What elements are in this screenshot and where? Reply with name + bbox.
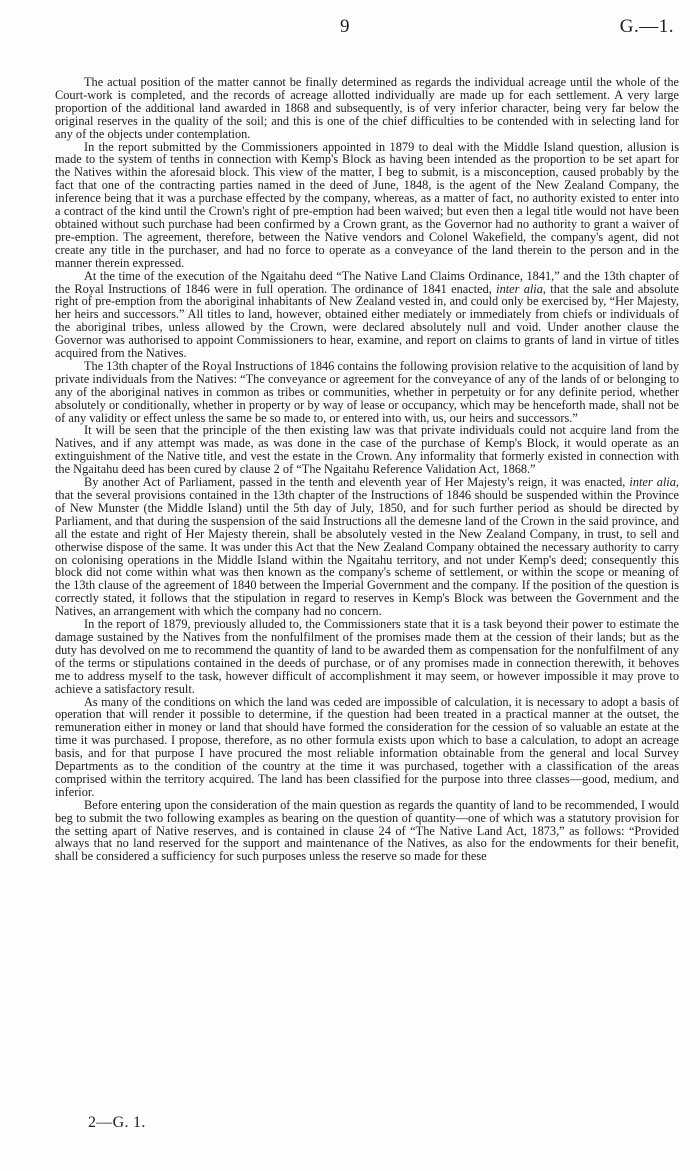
paragraph-1 [55, 76, 679, 141]
paragraph-text: The actual position of the matter cannot be finally determined as regards the individual acreage until the whole of the Court-work is completed, and the records of acreage allotted individually are made up for each settlement. A very large proportion of the additional land awarded in 1868 and subsequently, is of very inferior character, being very far below the original reserves in the quality of the soil; and this is one of the chief difficulties to be contended with in selecting land for any of the objects under contemplation. [55, 75, 679, 141]
paragraph-text: In the report submitted by the Commissioners appointed in 1879 to deal with the Middle Island question, allusion is made to the system of tenths in connection with Kemp's Block as having been intended as the proportion to be set apart for the Natives within the aforesaid block. This view of the matter, I beg to submit, is a misconception, caused probably by the fact that one of the contracting parties named in the deed of June, 1848, is the agent of the New Zealand Company, the inference being that it was a purchase effected by the company, whereas, as a matter of fact, no authority existed to enter into a contract of the kind until the Crown's right of pre-emption had been waived; but even then a legal title would not have been obtained without such purchase had been confirmed by a Crown grant, as the Governor had no authority to grant a waiver of pre-emption. The agreement, therefore, between the Native vendors and Colonel Wakefield, the company's agent, did not create any title in the purchaser, and had no force to operate as a conveyance of the land therein to the person and in the manner therein expressed. [55, 139, 679, 270]
page-header [0, 16, 700, 40]
footer-signature: 2—G. 1. [88, 1114, 146, 1131]
body-text [55, 76, 679, 863]
paragraph-3 [55, 270, 679, 360]
page-number: 9 [340, 16, 350, 37]
paragraph-text: At the time of the execution of the Ngaitahu deed “The Native Land Claims Ordinance, 1841,” and the 13th chapter of the Royal Instructions of 1846 were in full operation. The ordinance of 1841 enacted, [55, 268, 679, 296]
document-reference: G.—1. [619, 16, 674, 37]
paragraph-5 [55, 424, 679, 476]
paragraph-text: The 13th chapter of the Royal Instructions of 1846 contains the following provision relative to the acquisition of land by private individuals from the Natives: “The conveyance or agreement for the conveyance of any of the lands of or belonging to any of the aboriginal natives in common as tribes or communities, whether in perpetuity or for any definite period, whether absolutely or conditionally, whether in property or by way of lease or occupancy, which may be henceforth made, shall not be of any validity or effect unless the same be so made to, or entered into with, us, our heirs and successors.” [55, 358, 679, 425]
paragraph-4 [55, 360, 679, 425]
paragraph-text: It will be seen that the principle of the then existing law was that private individuals could not acquire land from the Natives, and if any attempt was made, as was done in the case of the purchase of Kemp's Block, it would operate as an extinguishment of the Native title, and vest the estate in the Crown. Any informality that formerly existed in connection with the Ngaitahu deed has been cured by clause 2 of “The Ngaitahu Reference Validation Act, 1868.” [55, 423, 679, 477]
paragraph-text: Before entering upon the consideration of the main question as regards the quantity of land to be recommended, I would beg to submit the two following examples as bearing on the question of quantity—one of which was a statutory provision for the setting apart of Native reserves, and is contained in clause 24 of “The Native Land Act, 1873,” as follows: “Provided always that no land reserved for the support and maintenance of the Natives, as also for the endowments for their benefit, shall be considered a sufficiency for such purposes unless the reserve so made for these [55, 797, 679, 864]
paragraph-9 [55, 799, 679, 864]
paragraph-text: , that the sale and absolute right of pre-emption from the aboriginal inhabitants of New Zealand vested in, and could only be exercised by, “Her Majesty, her heirs and successors.” All titles to land, however, obtained either mediately or immediately from chiefs or individuals of the aboriginal tribes, unless allowed by the Crown, were declared absolutely null and void. Under another clause the Governor was authorised to appoint Commissioners to hear, examine, and report on claims to grants of land in virtue of titles acquired from the Natives. [55, 281, 680, 361]
paragraph-7 [55, 618, 679, 695]
paragraph-8 [55, 696, 679, 799]
paragraph-text: By another Act of Parliament, passed in the tenth and eleventh year of Her Majesty's reign, it was enacted, [84, 475, 630, 490]
paragraph-text: , that the several provisions contained in the 13th chapter of the Instructions of 1846 should be suspended within the Province of New Munster (the Middle Island) until the 5th day of July, 1850, and for such further period as should be directed by Parliament, and that during the suspension of the said Instructions all the demesne land of the Crown in the said province, and all the estate and right of Her Majesty therein, shall be absolutely vested in the New Zealand Company, in trust, to sell and otherwise dispose of the same. It was under this Act that the New Zealand Company obtained the necessary authority to carry on colonising operations in the Middle Island within the Ngaitahu territory, and not under Kemp's deed; consequently this block did not come within what was then known as the company's scheme of settlement, or within the scope or meaning of the 13th clause of the agreement of 1840 between the Imperial Government and the company. If the position of the question is correctly stated, it follows that the stipulation in regard to reserves in Kemp's Block was between the Government and the Natives, an arrangement with which the company had no concern. [55, 475, 679, 619]
paragraph-italic: inter alia [629, 475, 676, 490]
paragraph-2 [55, 141, 679, 270]
paragraph-6 [55, 476, 679, 618]
paragraph-text: In the report of 1879, previously alluded to, the Commissioners state that it is a task beyond their power to estimate the damage sustained by the Natives from the nonfulfilment of the promises made them at the cession of their lands; but as the duty has devolved on me to recommend the quantity of land to be awarded them as compensation for the nonfulfilment of any of the terms or stipulations contained in the deeds of purchase, or of any promises made in connection therewith, it behoves me to address myself to the task, however difficult of accomplishment it may seem, or however impossible it may prove to achieve a satisfactory result. [55, 617, 679, 696]
paragraph-text: As many of the conditions on which the land was ceded are impossible of calculation, it is necessary to adopt a basis of operation that will render it possible to determine, if the question had been treated in a practical manner at the outset, the remuneration either in money or land that should have formed the consideration for the cession of so valuable an estate at the time it was purchased. I propose, therefore, as no other formula exists upon which to base a calculation, to adopt an acreage basis, and for that purpose I have procured the most reliable information obtainable from the general and local Survey Departments as to the condition of the country at the time it was purchased, together with a classification of the areas comprised within the territory acquired. The land has been classified for the purpose into three classes—good, medium, and inferior. [55, 694, 679, 799]
paragraph-italic: inter alia [496, 281, 543, 296]
